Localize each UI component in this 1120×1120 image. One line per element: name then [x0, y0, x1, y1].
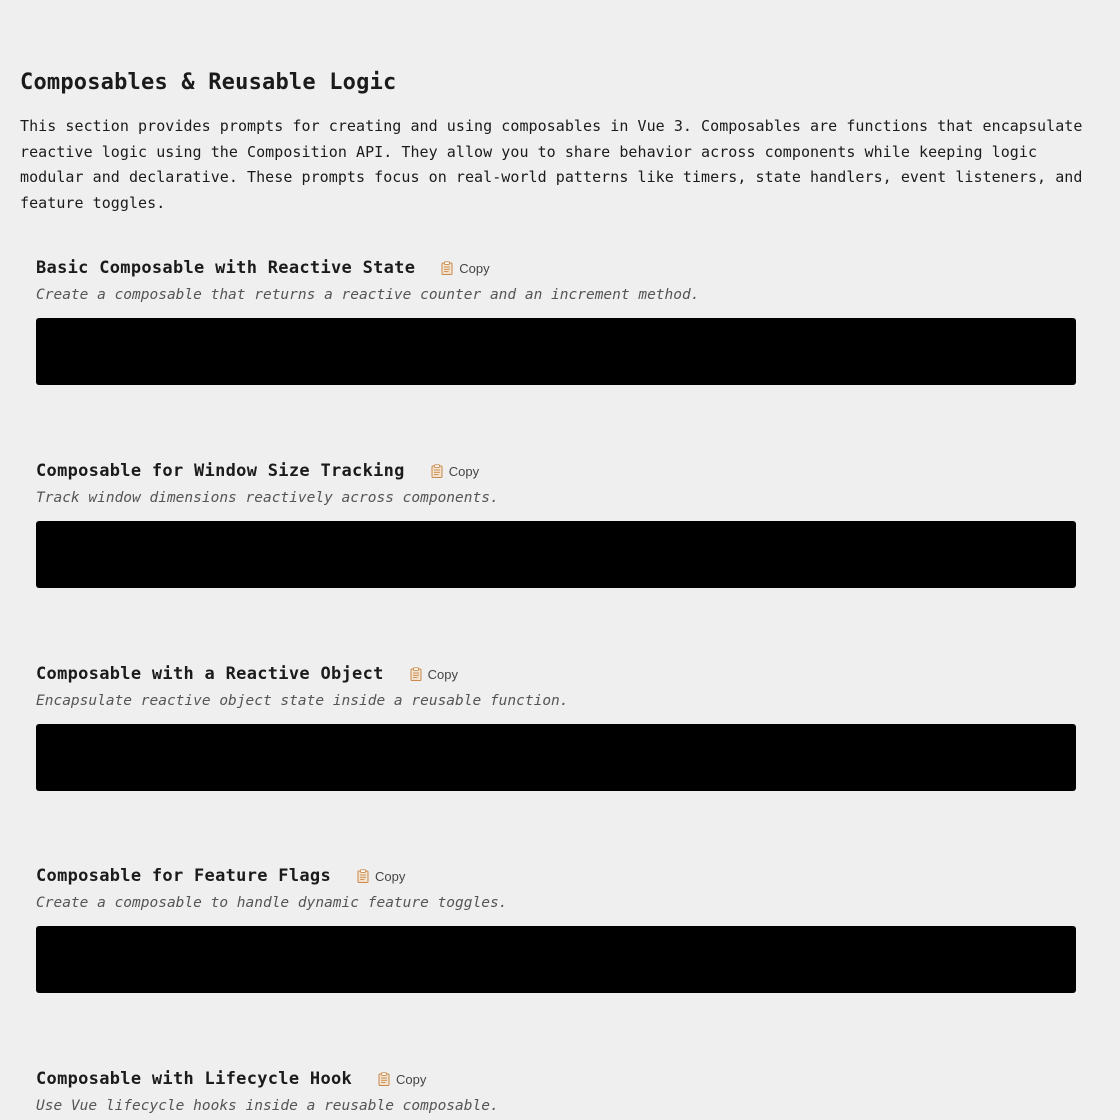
prompt-description: Track window dimensions reactively across components. [36, 490, 499, 506]
section-title: Composables & Reusable Logic [20, 70, 397, 95]
copy-button[interactable] [431, 464, 479, 479]
clipboard-icon [378, 1072, 390, 1086]
prompt-card [36, 661, 1076, 791]
code-block[interactable] [36, 318, 1076, 385]
prompt-card [36, 863, 1076, 993]
composables-section [0, 0, 1120, 216]
prompt-card [36, 458, 1076, 588]
prompt-description: Use Vue lifecycle hooks inside a reusable composable. [36, 1098, 499, 1114]
prompt-title: Composable with a Reactive Object [36, 664, 384, 684]
code-block[interactable] [36, 521, 1076, 588]
prompt-title: Composable for Feature Flags [36, 866, 331, 886]
code-block[interactable] [36, 724, 1076, 791]
code-block[interactable] [36, 926, 1076, 993]
prompt-description: Encapsulate reactive object state inside a reusable function. [36, 693, 569, 709]
clipboard-icon [410, 667, 422, 681]
copy-button[interactable] [357, 869, 405, 884]
copy-label: Copy [396, 1071, 427, 1087]
prompt-description: Create a composable to handle dynamic feature toggles. [36, 895, 508, 911]
copy-button[interactable] [378, 1072, 426, 1087]
copy-button[interactable] [441, 261, 489, 276]
copy-label: Copy [459, 260, 490, 276]
prompt-card [36, 255, 1076, 385]
prompt-description: Create a composable that returns a reactive counter and an increment method. [36, 287, 700, 303]
clipboard-icon [357, 869, 369, 883]
prompt-card [36, 1066, 499, 1116]
clipboard-icon [431, 464, 443, 478]
copy-label: Copy [427, 666, 459, 682]
clipboard-icon [441, 261, 453, 275]
prompt-title: Composable with Lifecycle Hook [36, 1069, 353, 1089]
copy-button[interactable] [410, 667, 458, 682]
prompt-title: Basic Composable with Reactive State [36, 258, 416, 278]
copy-label: Copy [374, 868, 406, 884]
prompt-title: Composable for Window Size Tracking [36, 461, 405, 481]
section-intro: This section provides prompts for creating and using composables in Vue 3. Composables are functions that encapsulate reactive logic using the Composition API. They allow you to share behavior across components while keeping logic modular and declarative. These prompts focus on real-world patterns like timers, state handlers, event listeners, and feature toggles. [20, 117, 1083, 212]
copy-label: Copy [448, 463, 480, 479]
